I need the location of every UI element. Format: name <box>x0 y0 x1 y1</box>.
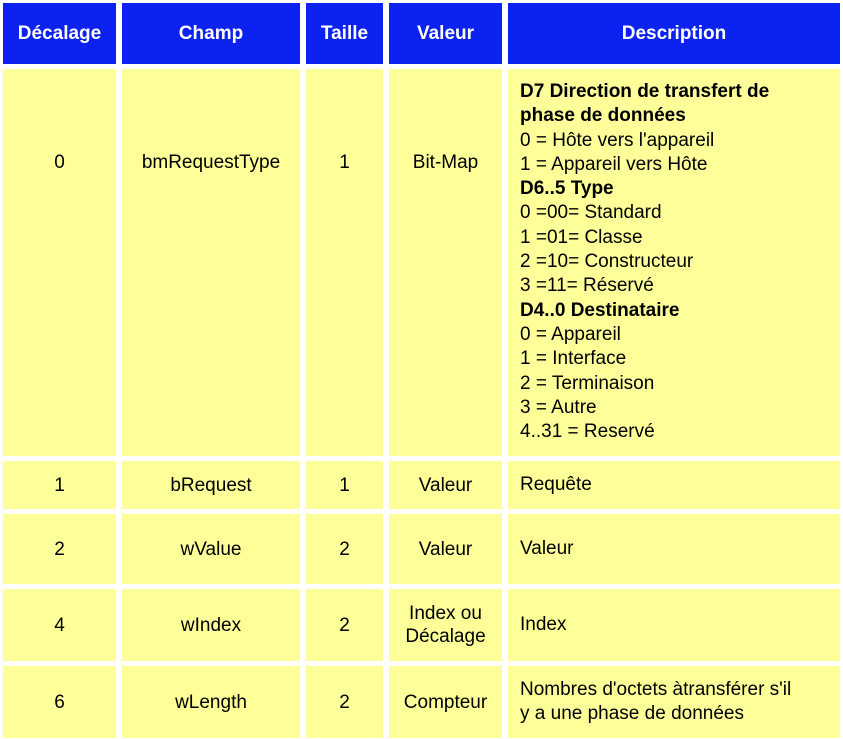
row-4-description-line2: y a une phase de données <box>520 703 744 724</box>
description-line: phase de données <box>520 105 686 127</box>
description-line: D4..0 Destinataire <box>520 299 680 321</box>
row-4-field: wLength <box>122 666 300 738</box>
row-3-description: Index <box>508 589 840 661</box>
description-line: 2 =10= Constructeur <box>520 251 694 273</box>
row-3-offset: 4 <box>3 589 116 661</box>
header-description: Description <box>508 3 840 64</box>
row-0-field-text: bmRequestType <box>141 152 281 173</box>
row-1-value: Valeur <box>389 461 502 509</box>
header-offset: Décalage <box>3 3 116 64</box>
row-1-field: bRequest <box>122 461 300 509</box>
row-4-offset: 6 <box>3 666 116 738</box>
description-line: 0 =00= Standard <box>520 202 662 224</box>
row-0-description-lines <box>520 80 838 444</box>
row-0-size-text: 1 <box>339 152 350 173</box>
row-0-value-text: Bit-Map <box>412 152 479 173</box>
row-3-value <box>389 589 502 661</box>
row-2-offset: 2 <box>3 514 116 584</box>
row-1-size: 1 <box>306 461 383 509</box>
description-line: 1 = Interface <box>520 348 627 370</box>
row-2-description: Valeur <box>508 514 840 584</box>
description-line: 4..31 = Reservé <box>520 421 655 443</box>
description-line: D7 Direction de transfert de <box>520 81 770 102</box>
row-4-description-line1: Nombres d'octets àtransférer s'il <box>520 679 792 700</box>
row-2-field: wValue <box>122 514 300 584</box>
row-0-value <box>389 69 502 456</box>
row-3-value-line2: Décalage <box>405 626 486 647</box>
row-2-value: Valeur <box>389 514 502 584</box>
description-line: 1 = Appareil vers Hôte <box>520 153 708 175</box>
row-0-field <box>122 69 300 456</box>
row-4-description <box>508 666 840 738</box>
header-value: Valeur <box>389 3 502 64</box>
row-3-value-line1: Index ou <box>409 603 482 624</box>
row-1-description: Requête <box>508 461 840 509</box>
description-line: 3 = Autre <box>520 396 597 418</box>
header-field: Champ <box>122 3 300 64</box>
row-1-offset: 1 <box>3 461 116 509</box>
description-line: 0 = Hôte vers l'appareil <box>520 129 715 151</box>
row-0-size <box>306 69 383 456</box>
row-4-size: 2 <box>306 666 383 738</box>
description-line: 0 = Appareil <box>520 323 621 345</box>
row-3-field: wIndex <box>122 589 300 661</box>
row-0-offset-text: 0 <box>54 152 65 173</box>
description-line: 1 =01= Classe <box>520 226 643 248</box>
row-4-value: Compteur <box>389 666 502 738</box>
header-size: Taille <box>306 3 383 64</box>
row-0-offset <box>3 69 116 456</box>
row-3-size: 2 <box>306 589 383 661</box>
description-line: 3 =11= Réservé <box>520 275 654 297</box>
description-line: 2 = Terminaison <box>520 372 655 394</box>
description-line: D6..5 Type <box>520 178 614 200</box>
row-2-size: 2 <box>306 514 383 584</box>
